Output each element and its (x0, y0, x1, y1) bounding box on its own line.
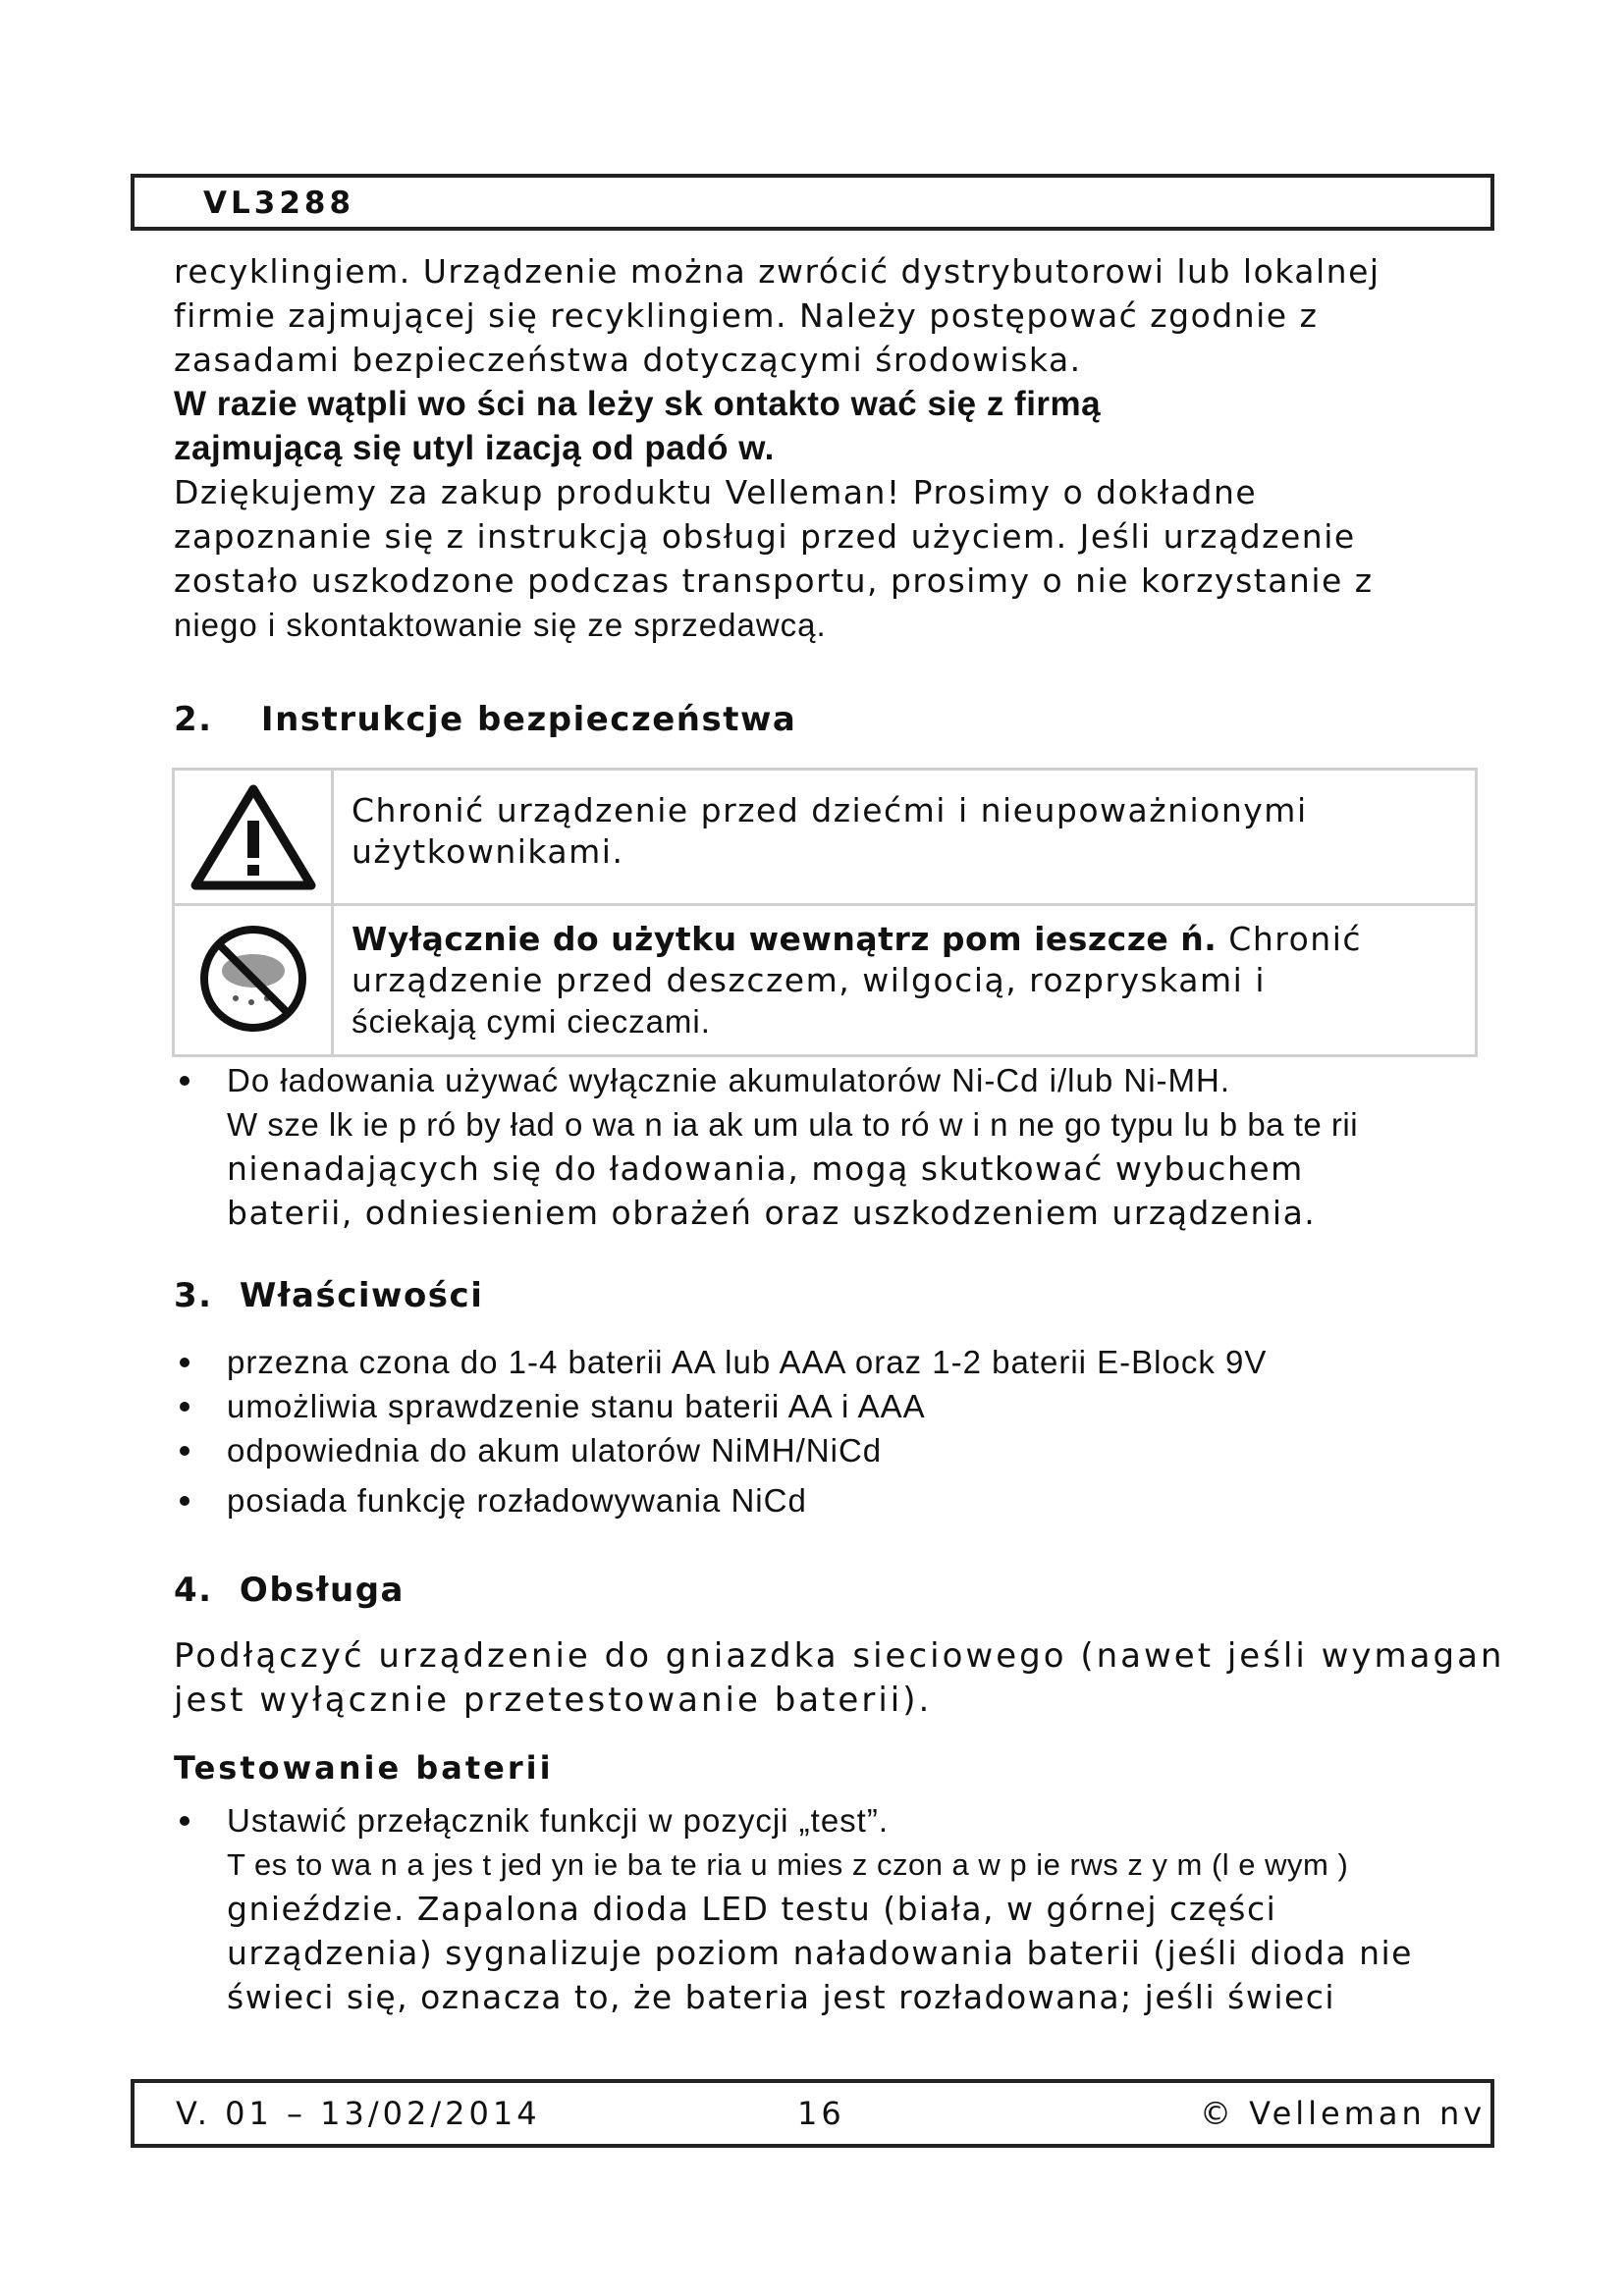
intro-line: zostało uszkodzone podczas transportu, prosimy o nie korzystanie z (174, 561, 1374, 600)
bullet-line: T es to wa n a jes t jed yn ie ba te ria u mies z czon a w p ie rws z y m (l e wym ) (227, 1847, 1349, 1882)
warning-triangle-icon (189, 783, 317, 891)
warning-text: Chronić (1217, 920, 1363, 958)
bullet-line: W sze lk ie p ró by ład o wa n ia ak um ula to ró w i n ne go typu lu b ba te rii (227, 1106, 1359, 1143)
intro-line: zapoznanie się z instrukcją obsługi przed użyciem. Jeśli urządzenie (174, 517, 1356, 556)
features-list (174, 1340, 1568, 1522)
bullet-icon (180, 1446, 189, 1456)
warning-row (175, 771, 1475, 906)
section-3-heading (174, 1276, 483, 1315)
list-item (174, 1384, 1568, 1428)
bullet-line: Ustawić przełącznik funkcji w pozycji „test”. (227, 1802, 889, 1839)
operation-text (174, 1634, 1597, 1723)
intro-line: niego i skontaktowanie się ze sprzedawcą. (174, 607, 827, 643)
warning-text: Chronić urządzenie przed dziećmi i nieupoważnionymi (352, 791, 1308, 829)
bullet-line: nienadających się do ładowania, mogą skutkować wybuchem (227, 1149, 1304, 1188)
list-item (174, 1340, 1568, 1384)
testing-list (174, 1798, 1568, 2019)
feature-text: odpowiednia do akum ulatorów NiMH/NiCd (227, 1432, 883, 1468)
bullet-line: gnieździe. Zapalona dioda LED testu (biała, w górnej części (227, 1890, 1277, 1928)
page-number: 16 (797, 2095, 845, 2132)
no-rain-icon (194, 920, 312, 1038)
bullet-icon (180, 1358, 189, 1367)
operation-line: Podłączyć urządzenie do gniazdka sieciowego (nawet jeśli wymagan (174, 1636, 1505, 1676)
version-date: V. 01 – 13/02/2014 (176, 2095, 541, 2132)
copyright: © Velleman nv (1200, 2095, 1487, 2132)
section-4-heading (174, 1571, 405, 1610)
battery-warning-list (174, 1058, 1568, 1235)
operation-line: jest wyłącznie przetestowanie baterii). (174, 1681, 933, 1720)
section-number: 4. (174, 1571, 213, 1610)
intro-line: Dziękujemy za zakup produktu Velleman! Prosimy o dokładne (174, 473, 1258, 511)
list-item (174, 1798, 1568, 2019)
bullet-icon (180, 1402, 189, 1412)
warning-text: ściekają cymi cieczami. (352, 1003, 711, 1040)
bullet-icon (180, 1496, 189, 1506)
list-item (174, 1478, 1568, 1522)
section-title: Obsługa (239, 1571, 406, 1610)
intro-bold-line: zajmującą się utyl izacją od padó w. (174, 429, 775, 467)
model-number: VL3288 (203, 186, 355, 221)
feature-text: przezna czona do 1-4 baterii AA lub AAA oraz 1-2 baterii E-Block 9V (227, 1344, 1268, 1380)
feature-text: umożliwia sprawdzenie stanu baterii AA i AAA (227, 1388, 926, 1424)
warning-row (175, 903, 1475, 1054)
intro-bold-line: W razie wątpli wo ści na leży sk ontakto wać się z firmą (174, 385, 1102, 423)
section-number: 2. (174, 700, 213, 739)
footer (131, 2079, 1494, 2148)
intro-line: recyklingiem. Urządzenie można zwrócić dystrybutorowi lub lokalnej (174, 252, 1380, 291)
bullet-line: świeci się, oznacza to, że bateria jest rozładowana; jeśli świeci (227, 1978, 1336, 2016)
list-item (174, 1058, 1568, 1235)
intro-line: zasadami bezpieczeństwa dotyczącymi środowiska. (174, 341, 1082, 379)
intro-text (174, 249, 1597, 647)
section-title: Właściwości (239, 1276, 484, 1315)
bullet-icon (180, 1816, 189, 1826)
warning-bold-text: Wyłącznie do użytku wewnątrz pom ieszcze ń. (352, 920, 1218, 958)
section-number: 3. (174, 1276, 213, 1315)
bullet-line: Do ładowania używać wyłącznie akumulatorów Ni-Cd i/lub Ni-MH. (227, 1062, 1231, 1098)
subsection-title: Testowanie baterii (174, 1749, 554, 1787)
section-2-heading (174, 700, 796, 739)
list-item (174, 1428, 1568, 1472)
bullet-line: urządzenia) sygnalizuje poziom naładowania baterii (jeśli dioda nie (227, 1934, 1413, 1972)
warning-text: użytkownikami. (352, 832, 624, 871)
safety-warning-table (172, 768, 1478, 1057)
bullet-icon (180, 1076, 189, 1086)
warning-text: urządzenie przed deszczem, wilgocią, rozpryskami i (352, 961, 1267, 999)
bullet-line: baterii, odniesieniem obrażeń oraz uszkodzeniem urządzenia. (227, 1194, 1317, 1232)
section-title: Instrukcje bezpieczeństwa (260, 700, 797, 739)
feature-text: posiada funkcję rozładowywania NiCd (227, 1482, 807, 1519)
intro-line: firmie zajmującej się recyklingiem. Należy postępować zgodnie z (174, 296, 1319, 335)
header-box (131, 174, 1494, 231)
